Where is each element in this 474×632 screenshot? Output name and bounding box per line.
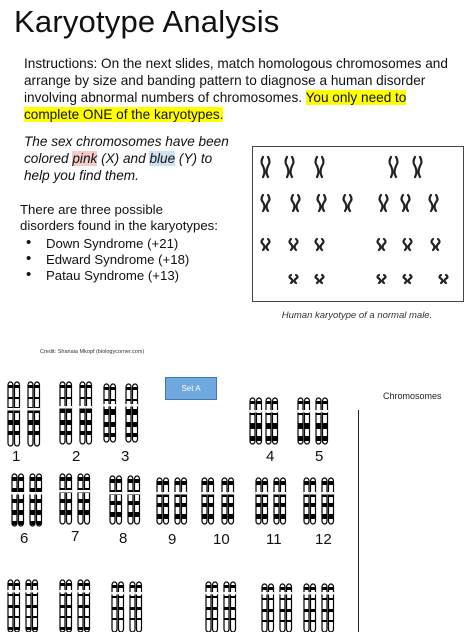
mini-chromosome	[404, 239, 412, 250]
chromatid	[298, 398, 304, 444]
chromatid	[116, 476, 122, 524]
chromosomes-label: Chromosomes	[383, 391, 442, 401]
chromosome-number-9: 9	[168, 531, 177, 548]
chromatid	[272, 398, 278, 444]
mini-chromosome	[390, 157, 398, 177]
chromatid	[163, 478, 169, 524]
chromatid	[304, 398, 310, 444]
chromatid	[322, 478, 328, 524]
chromatid	[34, 382, 40, 446]
chromatid	[130, 582, 136, 632]
chromatid	[84, 474, 90, 524]
mini-chromosome	[430, 195, 438, 211]
chromatid	[208, 478, 214, 524]
chromatid	[328, 584, 334, 632]
chromosome-number-10: 10	[213, 531, 230, 548]
chromatid	[316, 398, 322, 444]
mini-chromosome	[378, 275, 386, 283]
chromatid	[181, 478, 187, 524]
mini-chromosome	[286, 157, 294, 177]
instructions-highlight: You only need to complete ONE of the karyotypes.	[24, 90, 407, 122]
page-title: Karyotype Analysis	[14, 4, 280, 39]
chromatid	[26, 580, 32, 632]
pink-word: pink	[72, 151, 98, 166]
chromatid	[14, 580, 20, 632]
instructions-text	[24, 55, 464, 123]
chromatid	[18, 474, 24, 526]
chromatid	[60, 382, 66, 444]
chromatid	[304, 478, 310, 524]
chromatid	[266, 398, 272, 444]
chromatid	[32, 580, 38, 632]
mini-chromosome	[262, 195, 270, 211]
chromatid	[36, 474, 42, 526]
mini-chromosome	[402, 195, 410, 211]
chromatid	[104, 384, 110, 442]
chromatid	[328, 478, 334, 524]
chromosome-number-3: 3	[121, 448, 130, 465]
mini-chromosome	[316, 275, 324, 283]
chromatid	[66, 580, 72, 632]
chromatid	[136, 582, 142, 632]
chromatid	[126, 384, 132, 442]
chromatid	[14, 382, 20, 446]
mini-chromosome	[316, 239, 324, 250]
chromosome-number-4: 4	[266, 448, 275, 465]
chromosomes-drop-area[interactable]	[358, 410, 474, 632]
sex-note-part1: The sex chromosomes have been colored	[24, 134, 229, 166]
mini-chromosome	[414, 157, 422, 177]
chromatid	[310, 478, 316, 524]
chromosome-spread	[0, 340, 360, 632]
chromatid	[12, 474, 18, 526]
chromatid	[110, 384, 116, 442]
chromosome-number-11: 11	[266, 531, 282, 548]
chromatid	[274, 478, 280, 524]
chromatid	[30, 474, 36, 526]
chromatid	[110, 476, 116, 524]
chromosome-number-6: 6	[20, 530, 29, 547]
chromatid	[310, 584, 316, 632]
chromatid	[322, 584, 328, 632]
chromatid	[286, 584, 292, 632]
chromatid	[60, 474, 66, 524]
mini-chromosome	[290, 239, 298, 250]
chromatid	[78, 580, 84, 632]
chromatid	[230, 582, 236, 632]
mini-chromosome	[262, 157, 270, 177]
mini-chromosome	[380, 195, 388, 211]
chromosome-number-7: 7	[71, 528, 80, 545]
disorder-item: • Down Syndrome (+21)	[40, 236, 220, 252]
chromatid	[212, 582, 218, 632]
sex-note-part2: (X) and	[97, 151, 150, 166]
sex-chromosome-note	[24, 133, 234, 184]
set-a-button[interactable]: Set A	[165, 377, 217, 400]
disorder-item: • Edward Syndrome (+18)	[40, 252, 220, 268]
chromatid	[118, 582, 124, 632]
karyotype-caption: Human karyotype of a normal male.	[281, 310, 433, 321]
chromatid	[134, 476, 140, 524]
sex-note-part3: (Y) to help you find them.	[24, 151, 213, 183]
karyotype-figure	[253, 147, 463, 301]
mini-chromosome	[292, 195, 300, 211]
chromosome-number-1: 1	[12, 448, 21, 465]
chromatid	[28, 382, 34, 446]
chromatid	[262, 478, 268, 524]
chromatid	[112, 582, 118, 632]
chromosome-number-2: 2	[72, 448, 81, 465]
chromatid	[256, 398, 262, 444]
chromatid	[86, 382, 92, 444]
normal-male-karyotype-image	[252, 146, 464, 302]
mini-chromosome	[344, 195, 352, 211]
chromatid	[256, 478, 262, 524]
chromatid	[157, 478, 163, 524]
mini-chromosome	[262, 239, 270, 250]
chromosome-number-5: 5	[315, 448, 324, 465]
chromatid	[78, 474, 84, 524]
chromatid	[66, 474, 72, 524]
mini-chromosome	[316, 157, 324, 177]
chromatid	[228, 478, 234, 524]
disorders-section	[20, 202, 220, 284]
image-credit: Credit: Shanaia Mkopf (biologycorner.com)	[40, 349, 145, 355]
instructions-main: Instructions: On the next slides, match homologous chromosomes and arrange by size and banding pattern to diagnose a human disorder involving abnormal numbers of chromosomes.	[24, 56, 448, 105]
chromatid	[224, 582, 230, 632]
chromatid	[60, 580, 66, 632]
blue-word: blue	[149, 151, 176, 166]
chromatid	[222, 478, 228, 524]
chromatid	[268, 584, 274, 632]
disorders-list	[20, 236, 220, 284]
chromatid	[80, 382, 86, 444]
chromosome-number-8: 8	[119, 530, 128, 547]
chromatid	[206, 582, 212, 632]
chromatid	[250, 398, 256, 444]
disorder-item: • Patau Syndrome (+13)	[40, 268, 220, 284]
disorders-intro: There are three possible disorders found in the karyotypes:	[20, 202, 218, 233]
chromatid	[128, 476, 134, 524]
chromatid	[132, 384, 138, 442]
chromosome-number-12: 12	[315, 531, 332, 548]
chromatid	[8, 382, 14, 446]
chromatid	[280, 584, 286, 632]
mini-chromosome	[404, 275, 412, 283]
mini-chromosome	[378, 239, 386, 250]
chromatid	[280, 478, 286, 524]
chromatid	[84, 580, 90, 632]
chromatid	[66, 382, 72, 444]
mini-chromosome	[432, 239, 440, 250]
mini-chromosome	[440, 275, 448, 283]
chromatid	[202, 478, 208, 524]
chromatid	[322, 398, 328, 444]
chromatid	[304, 584, 310, 632]
chromatid	[8, 580, 14, 632]
set-a-slide	[0, 340, 474, 632]
chromatid	[262, 584, 268, 632]
mini-chromosome	[290, 275, 298, 283]
mini-chromosome	[318, 195, 326, 211]
chromatid	[175, 478, 181, 524]
